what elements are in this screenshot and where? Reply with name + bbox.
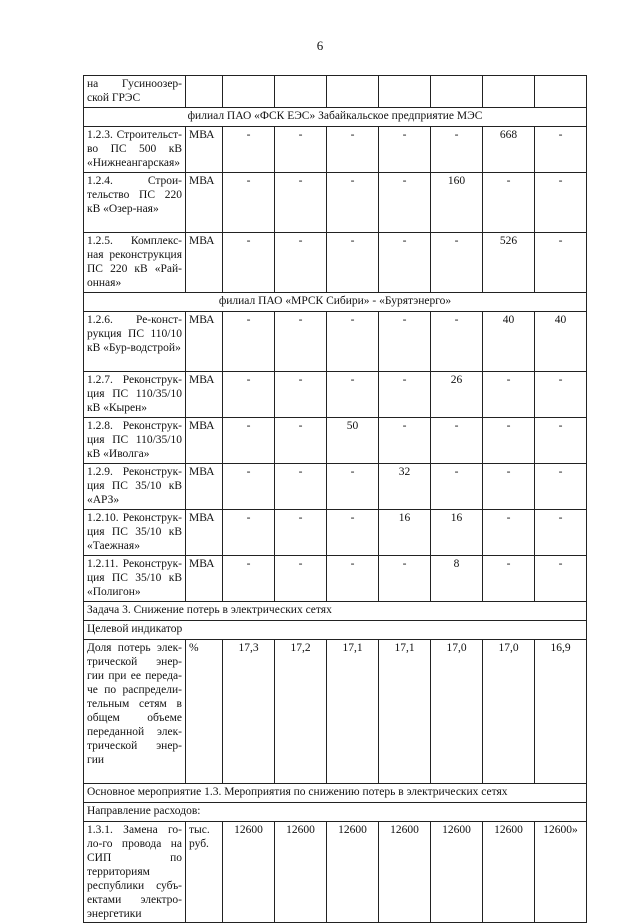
row-value: - <box>379 312 431 372</box>
row-value: 12600 <box>275 822 327 923</box>
row-name: 1.2.9. Реконструк-ция ПС 35/10 кВ «АРЗ» <box>84 464 186 510</box>
row-name: 1.2.11. Реконструк-ция ПС 35/10 кВ «Полигон» <box>84 556 186 602</box>
row-value: 160 <box>431 173 483 233</box>
row-value: - <box>483 372 535 418</box>
table-row <box>84 822 587 923</box>
section-row <box>84 108 587 127</box>
row-value: - <box>379 418 431 464</box>
row-value <box>483 76 535 108</box>
heading-row <box>84 803 587 822</box>
group-title: Основное мероприятие 1.3. Мероприятия по снижению потерь в электрических сетях <box>84 784 587 803</box>
row-value: - <box>535 173 587 233</box>
row-name: 1.2.6. Ре-конст-рукция ПС 110/10 кВ «Бур-водстрой» <box>84 312 186 372</box>
row-value: 16 <box>431 510 483 556</box>
row-name: 1.2.10. Реконструк-ция ПС 35/10 кВ «Таежная» <box>84 510 186 556</box>
row-value: - <box>223 233 275 293</box>
group-title: Задача 3. Снижение потерь в электрических сетях <box>84 602 587 621</box>
row-value: - <box>483 556 535 602</box>
row-value: - <box>483 510 535 556</box>
row-value: 50 <box>327 418 379 464</box>
section-title: филиал ПАО «ФСК ЕЭС» Забайкальское предприятие МЭС <box>84 108 587 127</box>
row-value: 12600» <box>535 822 587 923</box>
row-value: - <box>275 233 327 293</box>
row-value: - <box>535 418 587 464</box>
row-value: - <box>379 233 431 293</box>
row-value: - <box>275 372 327 418</box>
table-row <box>84 312 587 372</box>
row-value: - <box>275 418 327 464</box>
row-name: 1.2.8. Реконструк-ция ПС 110/35/10 кВ «Иволга» <box>84 418 186 464</box>
row-value: - <box>327 372 379 418</box>
row-value: 668 <box>483 127 535 173</box>
row-value: - <box>483 173 535 233</box>
page-number: 6 <box>316 38 324 53</box>
table-row <box>84 640 587 784</box>
row-value: 12600 <box>223 822 275 923</box>
row-value: 12600 <box>379 822 431 923</box>
row-name: 1.2.7. Реконструк-ция ПС 110/35/10 кВ «Кырен» <box>84 372 186 418</box>
table-row <box>84 76 587 108</box>
row-value <box>535 76 587 108</box>
row-value <box>431 76 483 108</box>
heading-row <box>84 784 587 803</box>
row-value: - <box>535 510 587 556</box>
row-value: - <box>275 127 327 173</box>
row-value: - <box>275 510 327 556</box>
row-value: 32 <box>379 464 431 510</box>
row-value: - <box>535 127 587 173</box>
row-value: - <box>535 372 587 418</box>
row-value: 17,0 <box>483 640 535 784</box>
row-value <box>275 76 327 108</box>
row-value: - <box>223 312 275 372</box>
row-unit: МВА <box>186 127 223 173</box>
row-name: на Гусиноозер-ской ГРЭС <box>84 76 186 108</box>
row-value: 40 <box>535 312 587 372</box>
row-name: Доля потерь элек-трической энер-гии при ее переда-че по распредели-тельным сетям в общем объеме переданной элек-трической энер-гии <box>84 640 186 784</box>
table-row <box>84 372 587 418</box>
table-row <box>84 418 587 464</box>
row-unit: МВА <box>186 556 223 602</box>
group-title: Целевой индикатор <box>84 621 587 640</box>
row-value: 40 <box>483 312 535 372</box>
row-value: - <box>275 556 327 602</box>
row-value: - <box>327 233 379 293</box>
row-value: - <box>327 556 379 602</box>
row-value: 17,0 <box>431 640 483 784</box>
section-title: филиал ПАО «МРСК Сибири» - «Бурятэнерго» <box>84 293 587 312</box>
row-value: - <box>327 510 379 556</box>
row-unit: тыс. руб. <box>186 822 223 923</box>
row-unit: МВА <box>186 418 223 464</box>
row-unit: % <box>186 640 223 784</box>
row-value: 26 <box>431 372 483 418</box>
table-row <box>84 233 587 293</box>
table-row <box>84 510 587 556</box>
row-value: - <box>483 418 535 464</box>
section-row <box>84 293 587 312</box>
row-value: - <box>483 464 535 510</box>
row-value: 16 <box>379 510 431 556</box>
row-value: 12600 <box>431 822 483 923</box>
row-value <box>327 76 379 108</box>
table-row <box>84 464 587 510</box>
table-row <box>84 127 587 173</box>
table-row <box>84 173 587 233</box>
row-value: - <box>379 173 431 233</box>
program-indicators-table <box>83 75 587 923</box>
row-value: - <box>379 556 431 602</box>
row-value: - <box>327 464 379 510</box>
row-value: - <box>535 233 587 293</box>
row-unit <box>186 76 223 108</box>
row-name: 1.2.5. Комплекс-ная реконструкция ПС 220 кВ «Рай-онная» <box>84 233 186 293</box>
row-value: - <box>535 464 587 510</box>
row-value <box>379 76 431 108</box>
row-value: - <box>431 418 483 464</box>
row-value: - <box>327 173 379 233</box>
row-value: - <box>379 127 431 173</box>
row-value: 12600 <box>327 822 379 923</box>
row-value: - <box>223 510 275 556</box>
row-name: 1.3.1. Замена го-ло-го провода на СИП по территориям республики субъ-ектами электро-энергетики <box>84 822 186 923</box>
row-value: - <box>223 173 275 233</box>
row-unit: МВА <box>186 233 223 293</box>
row-unit: МВА <box>186 372 223 418</box>
heading-row <box>84 621 587 640</box>
row-value: 16,9 <box>535 640 587 784</box>
row-value: - <box>431 127 483 173</box>
row-value: 17,1 <box>379 640 431 784</box>
row-value <box>223 76 275 108</box>
row-unit: МВА <box>186 464 223 510</box>
row-value: 12600 <box>483 822 535 923</box>
row-value: 8 <box>431 556 483 602</box>
row-value: - <box>431 312 483 372</box>
row-value: 17,1 <box>327 640 379 784</box>
row-name: 1.2.4. Строи-тельство ПС 220 кВ «Озер-ная» <box>84 173 186 233</box>
row-value: - <box>431 233 483 293</box>
row-value: 17,2 <box>275 640 327 784</box>
row-value: - <box>327 312 379 372</box>
row-value: - <box>535 556 587 602</box>
row-value: - <box>223 127 275 173</box>
row-unit: МВА <box>186 173 223 233</box>
row-value: - <box>223 418 275 464</box>
row-unit: МВА <box>186 510 223 556</box>
row-value: - <box>275 464 327 510</box>
row-value: 17,3 <box>223 640 275 784</box>
row-value: 526 <box>483 233 535 293</box>
row-name: 1.2.3. Строительст-во ПС 500 кВ «Нижнеангарская» <box>84 127 186 173</box>
row-value: - <box>379 372 431 418</box>
row-value: - <box>223 464 275 510</box>
row-value: - <box>275 173 327 233</box>
row-value: - <box>327 127 379 173</box>
heading-row <box>84 602 587 621</box>
row-value: - <box>275 312 327 372</box>
table-row <box>84 556 587 602</box>
row-value: - <box>223 556 275 602</box>
row-value: - <box>431 464 483 510</box>
row-unit: МВА <box>186 312 223 372</box>
group-title: Направление расходов: <box>84 803 587 822</box>
row-value: - <box>223 372 275 418</box>
